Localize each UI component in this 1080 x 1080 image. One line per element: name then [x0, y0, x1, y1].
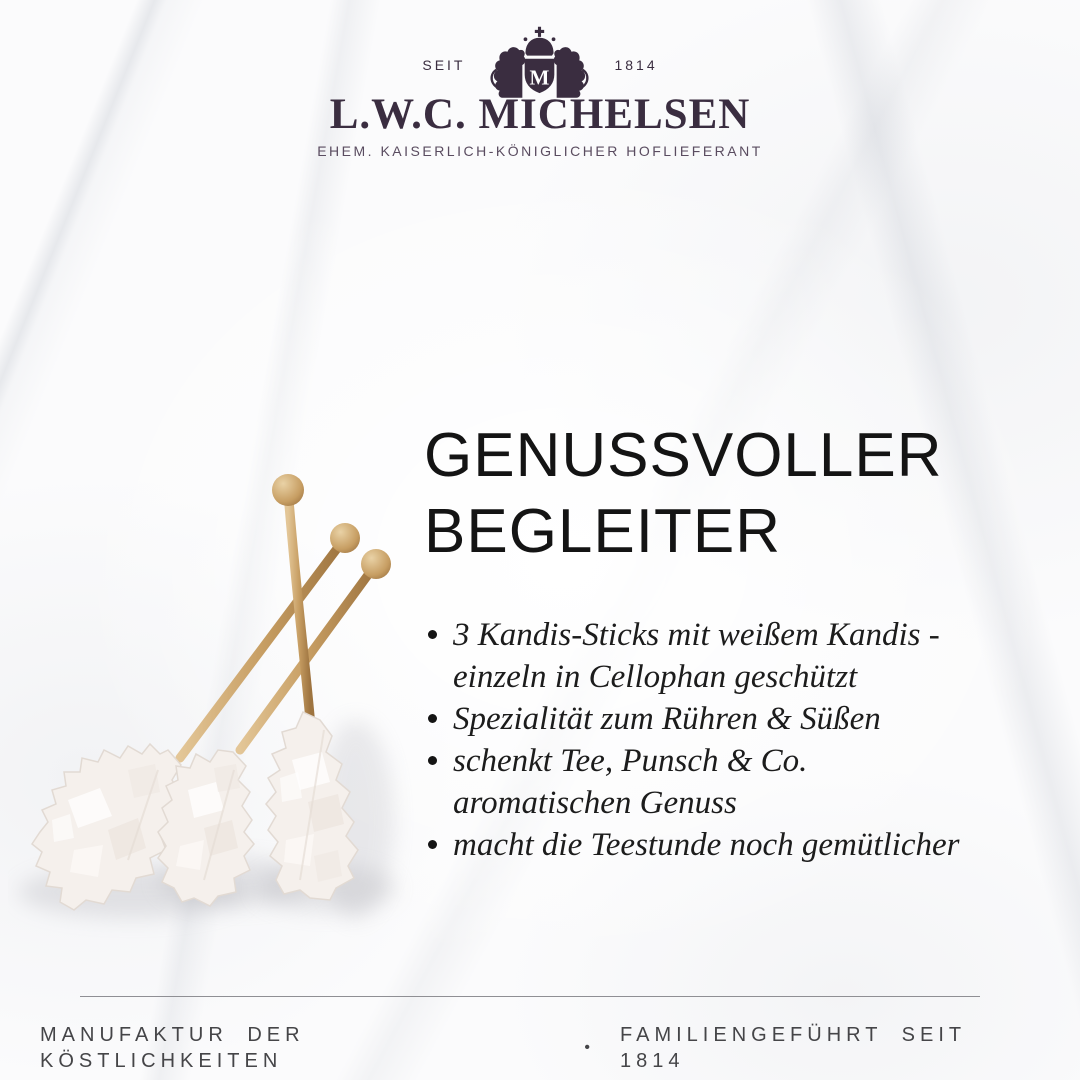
- bullet-lines: [453, 614, 940, 698]
- brand-header: [0, 26, 1080, 159]
- brand-name: L.W.C. MICHELSEN: [329, 91, 751, 138]
- bullet-lines: [453, 824, 960, 866]
- bullet-item: [428, 698, 1010, 740]
- bullet-lines: [453, 740, 807, 824]
- brand-seit-label: SEIT: [422, 57, 466, 73]
- bullet-line: aromatischen Genuss: [453, 785, 737, 821]
- crest-monogram: M: [530, 65, 550, 90]
- bullet-line: schenkt Tee, Punsch & Co.: [453, 743, 808, 779]
- bullet-line: 3 Kandis-Sticks mit weißem Kandis -: [453, 617, 940, 653]
- content-block: [424, 418, 1010, 866]
- bullet-dot-icon: [428, 840, 437, 849]
- bullet-item: [428, 740, 1010, 824]
- bullet-dot-icon: [428, 756, 437, 765]
- footer-tagline: [40, 1022, 1040, 1074]
- bullet-item: [428, 824, 1010, 866]
- bullet-line: Spezialität zum Rühren & Süßen: [453, 701, 881, 737]
- bullet-line: einzeln in Cellophan geschützt: [453, 659, 858, 695]
- product-image-kandis-sticks: [8, 420, 420, 940]
- bullet-item: [428, 614, 1010, 698]
- brand-subtitle: EHEM. KAISERLICH-KÖNIGLICHER HOFLIEFERANT: [317, 143, 763, 159]
- headline-line2: BEGLEITER: [424, 497, 781, 566]
- bullet-dot-icon: [428, 714, 437, 723]
- bullet-line: macht die Teestunde noch gemütlicher: [453, 827, 960, 863]
- footer-right-text: FAMILIENGEFÜHRT SEIT 1814: [620, 1024, 966, 1072]
- bullet-dot-icon: [428, 630, 437, 639]
- footer-divider: [80, 996, 980, 997]
- bullet-lines: [453, 698, 881, 740]
- headline-line1: GENUSSVOLLER: [424, 421, 943, 490]
- brand-year-label: 1814: [614, 57, 658, 73]
- footer-left-text: MANUFAKTUR DER KÖSTLICHKEITEN: [40, 1024, 305, 1072]
- headline: [424, 418, 1010, 570]
- bullet-list: [428, 614, 1010, 866]
- footer-separator-dot: •: [584, 1039, 591, 1056]
